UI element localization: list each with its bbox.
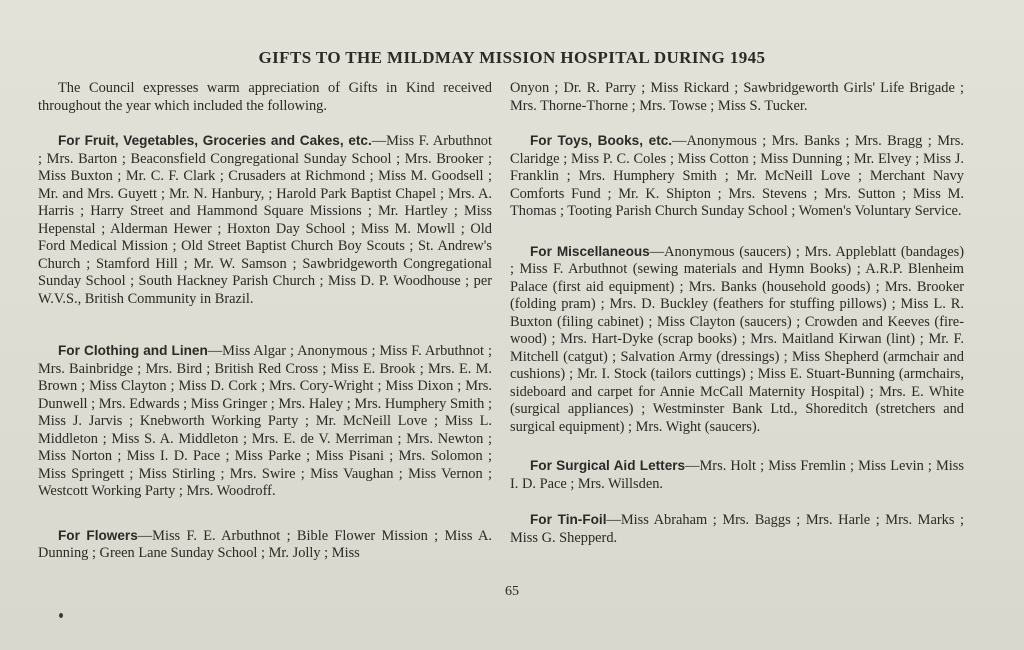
section-text: —Miss F. Arbuthnot ; Mrs. Barton ; Beaconsfield Congregational Sunday School ; Mrs. Brooker ; Miss Buxton ; Mr. C. F. Clark ; Crusaders at Richmond ; Miss M. Goodsell ; Mr. and Mrs. Guyett ; Mr. N. Hanbury, ; Harold Park Baptist Chapel ; Mrs. A. Harris ; Harry Street and Hammond Square Missions ; Mr. Hartley ; Miss Hepenstal ; Alderman Hewer ; Hoxton Day School ; Miss M. Mowll ; Old Ford Medical Mission ; Old Street Baptist Church Boy Scouts ; St. Andrew's Church ; Stamford Hill ; Mr. W. Samson ; Sawbridgeworth Congregational Sunday School ; South Hackney Parish Church ; Miss D. P. Woodhouse ; per W.V.S., British Community in Brazil.: [38, 133, 492, 307]
section-flowers: [38, 527, 492, 563]
section-heading: For Toys, Books, etc.: [530, 133, 673, 148]
ink-speck: [59, 613, 63, 618]
section-tinfoil: [510, 511, 964, 547]
intro-paragraph: The Council expresses warm appreciation of Gifts in Kind received throughout the year which included the following.: [38, 80, 492, 114]
section-text: —Miss F. E. Arbuthnot ; Bible Flower Mission ; Miss A. Dunning ; Green Lane Sunday School ; Mr. Jolly ; Miss: [38, 527, 493, 561]
page-title: GIFTS TO THE MILDMAY MISSION HOSPITAL DURING 1945: [258, 48, 766, 67]
section-heading: For Tin-Foil: [530, 512, 607, 527]
section-text: —Anonymous (saucers) ; Mrs. Appleblatt (bandages) ; Miss F. Arbuthnot (sewing materials and Hymn Books) ; A.R.P. Blenheim Palace (first aid equipment) ; Mrs. Banks (household goods) ; Mrs. Brooker (folding pram) ; Mrs. D. Buckley (feathers for stuffing pillows) ; Miss L. R. Buxton (filing cabinet) ; Miss Clayton (saucers) ; Crowden and Keeves (fire-wood) ; Mrs. Hart-Dyke (scrap books) ; Mrs. Maitland Kirwan (lint) ; Mr. F. Mitchell (catgut) ; Salvation Army (dressings) ; Miss Shepherd (armchair and cushions) ; Mr. I. Stock (tailors cuttings) ; Miss E. Stuart-Bunning (armchairs, sideboard and carpet for Annie McCall Maternity Hospital) ; Mrs. E. White (surgical appliances) ; Westminster Bank Ltd., Shoreditch (stretchers and surgical equipment) ; Mrs. Wight (saucers).: [510, 243, 964, 435]
section-heading: For Flowers: [58, 527, 138, 543]
page-number: 65: [505, 584, 519, 599]
section-text: —Anonymous ; Mrs. Banks ; Mrs. Bragg ; Mrs. Claridge ; Miss P. C. Coles ; Miss Cotton ; Miss Dunning ; Mr. Elvey ; Miss J. Franklin ; Mrs. Humphery Smith ; Mr. McNeill Love ; Merchant Navy Comforts Fund ; Mr. K. Shipton ; Mrs. Stevens ; Mrs. Sutton ; Miss M. Thomas ; Tooting Parish Church Sunday School ; Women's Voluntary Service.: [510, 133, 964, 219]
section-clothing: [38, 342, 492, 501]
section-heading: For Clothing and Linen: [58, 343, 208, 358]
section-misc: [510, 243, 964, 437]
section-toys: [510, 132, 964, 221]
section-heading: For Miscellaneous: [530, 243, 650, 259]
section-text: —Miss Algar ; Anonymous ; Miss F. Arbuthnot ; Mrs. Bainbridge ; Mrs. Bird ; British Red Cross ; Miss E. Brook ; Mrs. E. M. Brown ; Miss Clayton ; Miss D. Cork ; Mrs. Cory-Wright ; Miss Dixon ; Mrs. Dunwell ; Mrs. Edwards ; Miss Gringer ; Mrs. Haley ; Mrs. Humphery Smith ; Miss J. Jarvis ; Knebworth Working Party ; Mr. McNeill Love ; Miss L. Middleton ; Miss S. A. Middleton ; Mrs. E. de V. Merriman ; Mrs. Newton ; Miss Norton ; Miss I. D. Pace ; Miss Parke ; Miss Pisani ; Mrs. Solomon ; Miss Springett ; Miss Stirling ; Mrs. Swire ; Miss Vaughan ; Miss Vernon ; Westcott Working Party ; Mrs. Woodroff.: [38, 343, 492, 499]
section-heading: For Fruit, Vegetables, Groceries and Cakes, etc.: [58, 133, 372, 148]
section-text: —Mrs. Holt ; Miss Fremlin ; Miss Levin ; Miss I. D. Pace ; Mrs. Willsden.: [510, 458, 964, 492]
section-heading: For Surgical Aid Letters: [530, 458, 686, 473]
section-text: —Miss Abraham ; Mrs. Baggs ; Mrs. Harle ; Mrs. Marks ; Miss G. Shepperd.: [510, 512, 964, 546]
section-surgical: [510, 457, 964, 493]
left-column: [38, 80, 492, 563]
section-flowers-continued: Onyon ; Dr. R. Parry ; Miss Rickard ; Sawbridgeworth Girls' Life Brigade ; Mrs. Thorne-Thorne ; Mrs. Towse ; Miss S. Tucker.: [510, 80, 964, 114]
section-fruit: [38, 132, 492, 308]
right-column: [510, 80, 964, 547]
